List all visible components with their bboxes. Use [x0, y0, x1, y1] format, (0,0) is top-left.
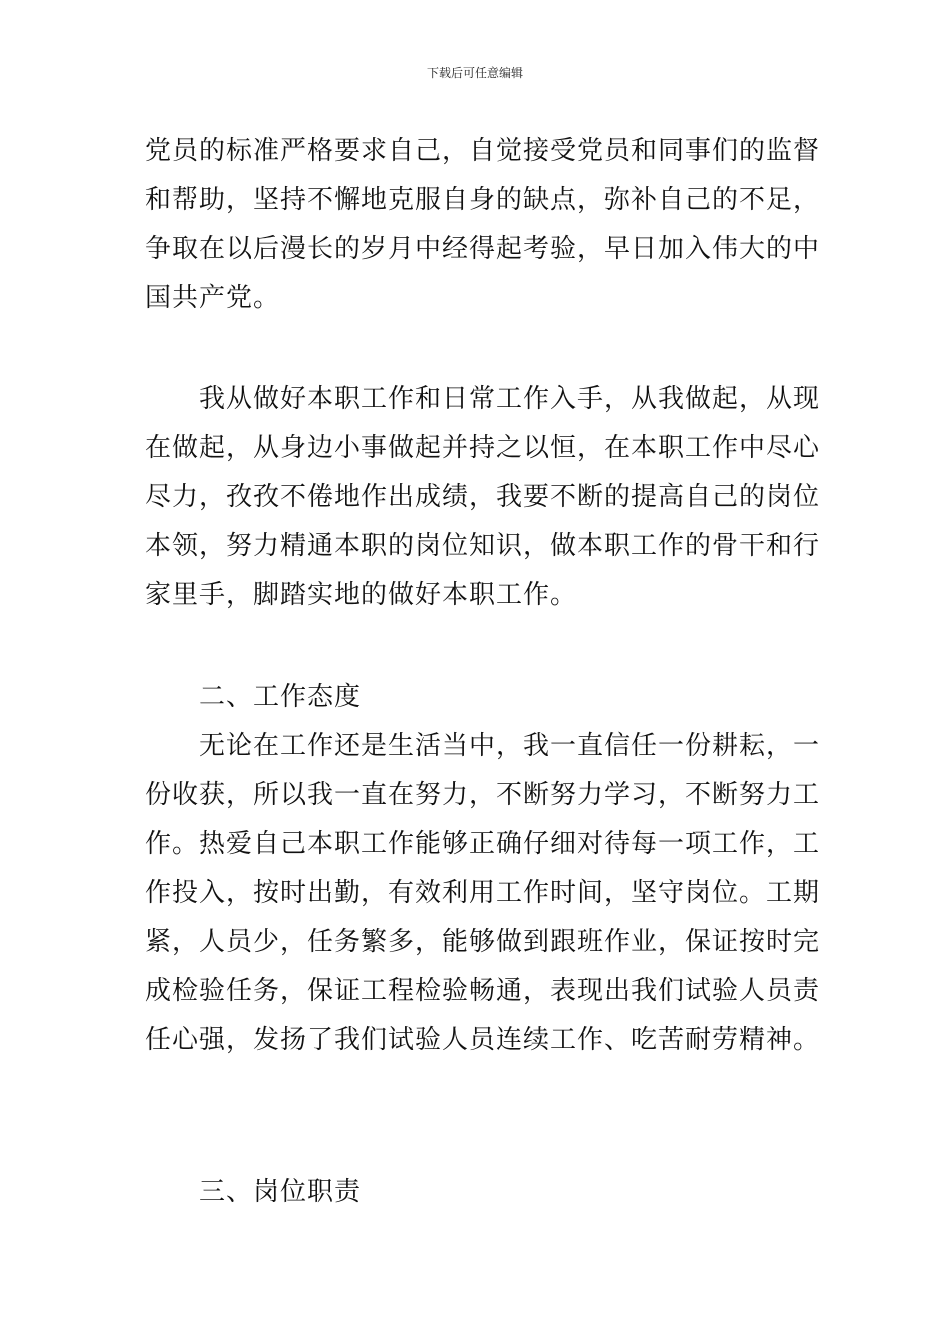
text-line: 在做起，从身边小事做起并持之以恒，在本职工作中尽心	[145, 433, 821, 463]
paragraph-party-standards	[145, 127, 821, 323]
text-line: 党员的标准严格要求自己，自觉接受党员和同事们的监督	[145, 136, 821, 166]
paragraph-daily-work	[145, 375, 821, 620]
text-line: 成检验任务，保证工程检验畅通，表现出我们试验人员责	[145, 976, 821, 1006]
text-line: 作。热爱自己本职工作能够正确仔细对待每一项工作，工	[145, 829, 821, 859]
text-line: 和帮助，坚持不懈地克服自身的缺点，弥补自己的不足，	[145, 185, 821, 215]
text-line: 我从做好本职工作和日常工作入手，从我做起，从现	[145, 384, 821, 414]
section-heading-job-duties	[145, 1168, 810, 1217]
paragraph-work-attitude	[145, 722, 821, 1065]
text-line: 本领，努力精通本职的岗位知识，做本职工作的骨干和行	[145, 531, 821, 561]
text-line: 紧，人员少，任务繁多，能够做到跟班作业，保证按时完	[145, 927, 821, 957]
text-line: 无论在工作还是生活当中，我一直信任一份耕耘，一	[145, 731, 821, 761]
text-line: 尽力，孜孜不倦地作出成绩，我要不断的提高自己的岗位	[145, 482, 821, 512]
heading-text: 三、岗位职责	[145, 1177, 362, 1207]
text-line: 任心强，发扬了我们试验人员连续工作、吃苦耐劳精神。	[145, 1025, 821, 1055]
text-line: 份收获，所以我一直在努力，不断努力学习，不断努力工	[145, 780, 821, 810]
section-heading-work-attitude	[145, 673, 810, 722]
heading-text: 二、工作态度	[145, 682, 362, 712]
text-line: 国共产党。	[145, 283, 281, 313]
page-header-note: 下载后可任意编辑	[426, 66, 523, 80]
text-line: 家里手，脚踏实地的做好本职工作。	[145, 580, 578, 610]
text-line: 争取在以后漫长的岁月中经得起考验，早日加入伟大的中	[145, 234, 821, 264]
text-line: 作投入，按时出勤，有效利用工作时间，坚守岗位。工期	[145, 878, 821, 908]
